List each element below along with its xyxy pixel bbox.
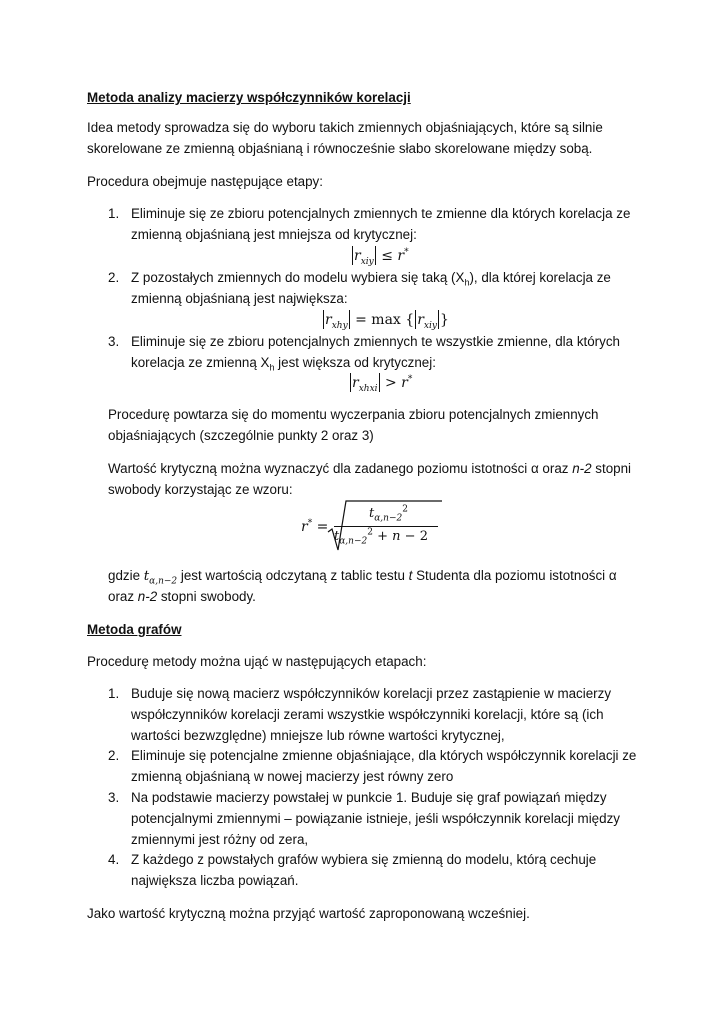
- paragraph-line: swobody korzystając ze wzoru:: [108, 482, 293, 497]
- section-heading-graph-method: Metoda grafów: [87, 622, 182, 637]
- list-item-line: zmiennymi jest różny od zera,: [131, 832, 309, 847]
- list-item-line: współczynników korelacji zerami wszystkie współczynniki korelacji, które są (ich: [131, 707, 604, 722]
- list-item-line: potencjalnymi zmiennymi – powiązanie istnieje, jeśli współczynnik korelacji między: [131, 811, 620, 826]
- paragraph-line: Jako wartość krytyczną można przyjąć wartość zaproponowaną wcześniej.: [87, 906, 530, 921]
- list-item-line: Na podstawie macierzy powstałej w punkcie 1. Buduje się graf powiązań między: [131, 790, 607, 805]
- list-item-line: Eliminuje się potencjalne zmienne objaśniające, dla których współczynnik korelacji ze: [131, 748, 637, 763]
- formula-numerator: $t_{\alpha,n-2}^2$: [369, 504, 408, 524]
- list-item-line: zmienną objaśnianą jest mniejsza od krytycznej:: [131, 227, 417, 242]
- paragraph-line: objaśniających (szczególnie punkty 2 oraz 3): [108, 428, 374, 443]
- list-number: 1.: [108, 686, 120, 701]
- list-item-line: zmienną objaśnianą w nowej macierzy jest równy zero: [131, 769, 454, 784]
- list-number: 3.: [108, 790, 120, 805]
- section-heading-correlation-matrix: Metoda analizy macierzy współczynników korelacji: [87, 90, 411, 105]
- formula-abs-rxhxi-gt-rstar: $r_{xhxi} > r^*$: [352, 374, 413, 394]
- list-number: 3.: [108, 334, 120, 349]
- list-number: 4.: [108, 852, 120, 867]
- list-number: 2.: [108, 748, 120, 763]
- list-item-line: wartości bezwzględne) mniejsze lub równe wartości krytycznej,: [131, 728, 505, 743]
- list-number: 1.: [108, 206, 120, 221]
- fraction-bar: [334, 526, 438, 527]
- list-item-line: największa liczba powiązań.: [131, 873, 299, 888]
- list-item-line: zmienną objaśnianą jest największa:: [131, 291, 348, 306]
- paragraph-line: Procedura obejmuje następujące etapy:: [87, 174, 323, 189]
- list-item-line: Eliminuje się ze zbioru potencjalnych zmiennych te wszystkie zmienne, dla których: [131, 334, 620, 349]
- list-item-line: Eliminuje się ze zbioru potencjalnych zmiennych te zmienne dla których korelacja ze: [131, 206, 631, 221]
- paragraph-line: Idea metody sprowadza się do wyboru takich zmiennych objaśniających, które są silnie: [87, 120, 603, 135]
- paragraph-line: Procedurę metody można ująć w następujących etapach:: [87, 654, 427, 669]
- paragraph-line: gdzie $t_{\alpha,n-2}$ jest wartością odczytaną z tablic testu t Studenta dla poziomu istotności α: [108, 568, 617, 587]
- formula-max-correlation: $r_{xhy} = \max$ { $r_{xiy}$ }: [325, 312, 449, 331]
- paragraph-line: Procedurę powtarza się do momentu wyczerpania zbioru potencjalnych zmiennych: [108, 407, 599, 422]
- formula-rstar-lhs: r* =: [301, 518, 329, 535]
- list-item-line: korelacja ze zmienną $X_h$ jest większa od krytycznej:: [131, 355, 436, 373]
- list-item-line: Buduje się nową macierz współczynników korelacji przez zastąpienie w macierzy: [131, 686, 612, 701]
- formula-denominator: $t_{\alpha,n-2}^2 + n - 2$: [334, 527, 428, 547]
- paragraph-line: oraz n-2 stopni swobody.: [108, 589, 256, 604]
- paragraph-line: skorelowane ze zmienną objaśnianą i równocześnie słabo skorelowane między sobą.: [87, 141, 593, 156]
- list-item-line: Z każdego z powstałych grafów wybiera się zmienną do modelu, którą cechuje: [131, 852, 597, 867]
- formula-abs-rxiy-le-rstar: $r_{xiy} \le r^*$: [354, 247, 409, 267]
- list-number: 2.: [108, 270, 120, 285]
- paragraph-line: Wartość krytyczną można wyznaczyć dla zadanego poziomu istotności α oraz n-2 stopni: [108, 461, 632, 476]
- list-item-line: Z pozostałych zmiennych do modelu wybiera się taką $(X_h)$, dla której korelacja ze: [131, 270, 611, 288]
